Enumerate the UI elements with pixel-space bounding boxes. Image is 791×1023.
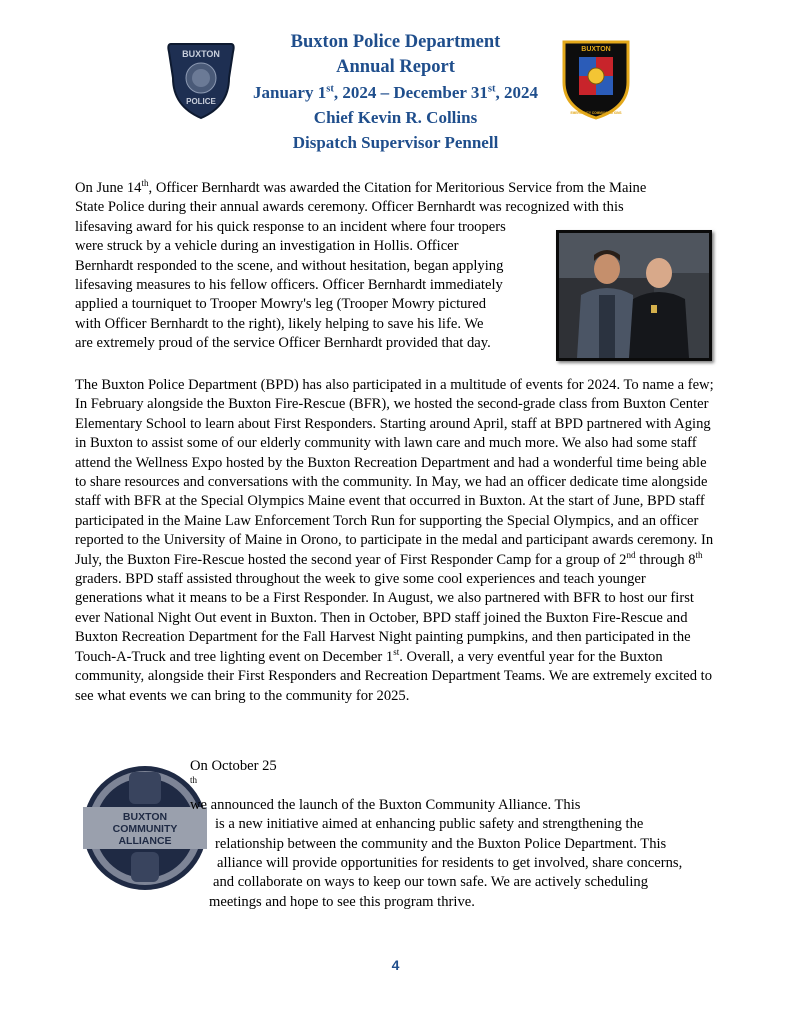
report-period: January 1st, 2024 – December 31st, 2024 — [253, 83, 538, 102]
seal-line-2: COMMUNITY — [112, 823, 178, 835]
officers-photo — [556, 230, 712, 361]
page-number: 4 — [391, 957, 400, 973]
paragraph-citation: On June 14th, Officer Bernhardt was awarded the Citation for Meritorious Service from the Maine State Police during their annual awards ceremony. Officer Bernhardt was recognized with this lifesaving award for his quick response to an incident where four troopers were struck by a vehicle during an investigation in Hollis. Officer Bernhardt responded to the scene, and without hesitation, began applying lifesaving measures to his fellow officers. Officer Bernhardt immediately applied a tourniquet to Trooper Mowry's leg (Trooper Mowry pictured with Officer Bernhardt to the right), likely helping to save his life. We are extremely proud of the service Officer Bernhardt provided that day. — [75, 178, 647, 352]
department-title: Buxton Police Department — [290, 32, 501, 52]
seal-line-1: BUXTON — [122, 811, 168, 823]
badge-right-top-text: BUXTON — [581, 46, 611, 53]
dispatch-supervisor: Dispatch Supervisor Pennell — [292, 133, 499, 152]
chief-name: Chief Kevin R. Collins — [313, 108, 478, 127]
badge-left-top-text: BUXTON — [182, 49, 220, 59]
seal-line-3: ALLIANCE — [118, 835, 172, 847]
badge-right-side-text: EMERGENCY COMMUNICATIONS — [570, 111, 622, 115]
badge-left-bottom-text: POLICE — [186, 97, 216, 106]
paragraph-events: The Buxton Police Department (BPD) has also participated in a multitude of events for 2024. To name a few; In February alongside the Buxton Fire-Rescue (BFR), we hosted the second-grade class from Buxton Center Elementary School to learn about First Responders. Starting around April, staff at BPD partnered with Aging in Buxton to assist some of our elderly community with lawn care and much more. We also had some staff attend the Wellness Expo hosted by the Buxton Recreation Department and had a wonderful time being able to share resources and conversations with the community. In May, we had an officer dedicate time alongside staff with BFR at the Special Olympics Maine event that occurred in Buxton. At the start of June, BPD staff participated in the Maine Law Enforcement Torch Run for supporting the Special Olympics, and an officer reported to the University of Maine in Orono, to participate in the medal and participant awards ceremony. In July, the Buxton Fire-Rescue hosted the second year of First Responder Camp for a group of 2nd through 8th graders. BPD staff assisted throughout the week to give some cool experiences and teach younger generations what it means to be a First Responder. In August, we also partnered with BFR to host our first ever National Night Out event in Buxton. Then in October, BPD staff joined the Buxton Fire-Rescue and Buxton Recreation Department for the Fall Harvest Night painting pumpkins, and then participated in the Touch-A-Truck and tree lighting event on December 1st. Overall, a very eventful year for the Buxton community, alongside their First Responders and Recreation Department Teams. We are extremely excited to see what events we can bring to the community for 2025. — [75, 377, 714, 704]
report-title: Annual Report — [336, 57, 455, 77]
paragraph-alliance: On October 25 $^{th}$ we announced the launch of the Buxton Community Alliance. This is a new initiative aimed at enhancing public safety and strengthening the relationship between the community and the Buxton Police Department. This alliance will provide opportunities for residents to get involved, share concerns, and collaborate on ways to keep our town safe. We are actively scheduling meetings and hope to see this program thrive. — [190, 758, 683, 910]
report-header — [0, 30, 791, 155]
